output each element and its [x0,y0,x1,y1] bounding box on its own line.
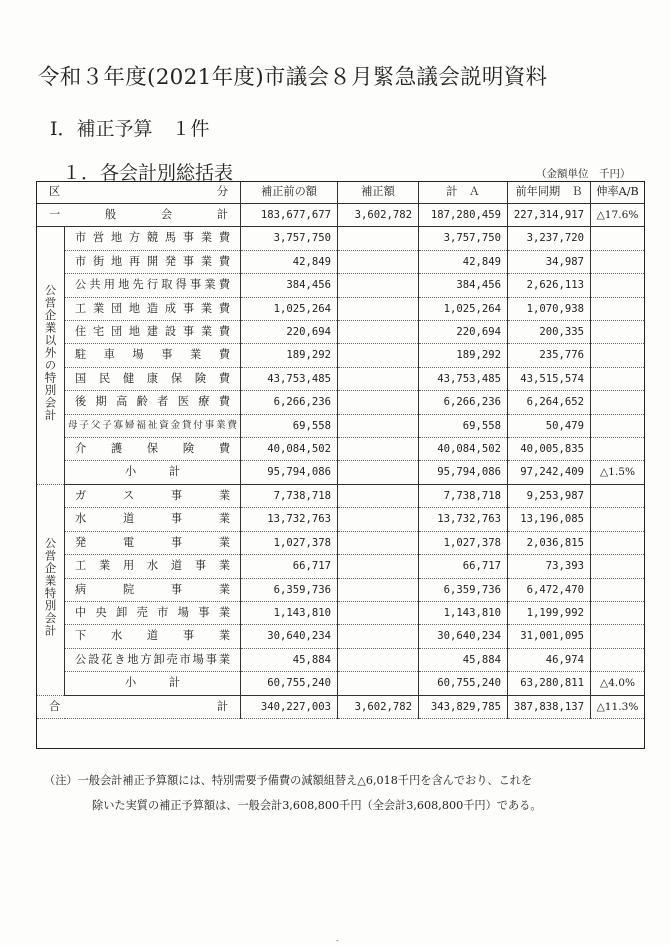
account-rate [591,531,645,554]
header-prev: 前年同期 Ｂ [508,181,591,204]
general-label: 一般会計 [37,204,241,227]
account-amount [338,648,419,671]
account-total: 3,757,750 [419,227,508,250]
account-total: 40,084,502 [419,438,508,461]
account-prev: 200,335 [508,321,591,344]
account-name: 工業用水道事業 [65,555,241,578]
account-prev: 46,974 [508,648,591,671]
account-amount [338,438,419,461]
section-heading: Ⅰ．補正予算 １件 [50,118,210,140]
account-amount [338,625,419,648]
account-before: 384,456 [241,274,338,297]
account-prev: 13,196,085 [508,508,591,531]
account-amount [338,531,419,554]
account-before: 69,558 [241,414,338,437]
account-amount [338,414,419,437]
account-prev: 34,987 [508,250,591,273]
account-prev: 31,001,095 [508,625,591,648]
subtotal-label: 小計 [65,461,241,484]
account-before: 42,849 [241,250,338,273]
table-row [37,391,645,414]
subtotal-rate: △1.5% [591,461,645,484]
grand-total-label: 合計 [37,695,241,718]
grand-total-amount: 3,602,782 [338,695,419,718]
account-rate [591,625,645,648]
budget-summary-table [36,181,645,719]
general-rate: △17.6% [591,204,645,227]
table-row [37,344,645,367]
account-total: 189,292 [419,344,508,367]
account-before: 1,143,810 [241,601,338,624]
non-enterprise-special-accounts-label-cell [37,227,65,484]
account-prev: 50,479 [508,414,591,437]
account-total: 1,143,810 [419,601,508,624]
account-name: 中央卸売市場事業 [65,601,241,624]
account-before: 1,025,264 [241,297,338,320]
subtotal-before: 60,755,240 [241,672,338,695]
account-total: 42,849 [419,250,508,273]
account-name: 国民健康保険費 [65,367,241,390]
account-rate [591,367,645,390]
account-rate [591,321,645,344]
account-rate [591,391,645,414]
account-rate [591,438,645,461]
amount-unit-note: （金額単位 千円） [536,168,631,180]
account-name: 水道事業 [65,508,241,531]
account-rate [591,555,645,578]
subtotal-rate: △4.0% [591,672,645,695]
account-prev: 2,036,815 [508,531,591,554]
general-account-row [37,204,645,227]
account-amount [338,297,419,320]
account-amount [338,555,419,578]
general-amount: 3,602,782 [338,204,419,227]
non-enterprise-special-accounts-label: 公営企業以外の特別会計 [43,284,58,422]
account-name: 工業団地造成事業費 [65,297,241,320]
subtotal-label: 小計 [65,672,241,695]
table-row [37,484,645,507]
table-row [37,250,645,273]
account-total: 13,732,763 [419,508,508,531]
account-name: 下水道事業 [65,625,241,648]
account-before: 3,757,750 [241,227,338,250]
account-prev: 6,264,652 [508,391,591,414]
subtotal-before: 95,794,086 [241,461,338,484]
account-name: 発電事業 [65,531,241,554]
account-name: 介護保険費 [65,438,241,461]
account-rate [591,227,645,250]
non-enterprise-special-accounts-subtotal-row [37,461,645,484]
account-amount [338,227,419,250]
account-name: 駐車場事業費 [65,344,241,367]
table-row [37,508,645,531]
header-total: 計 Ａ [419,181,508,204]
account-rate [591,484,645,507]
subtotal-prev: 63,280,811 [508,672,591,695]
account-total: 45,884 [419,648,508,671]
footnote-line-1: （注）一般会計補正予算額には、特別需要予備費の減額組替え△6,018千円を含んでおり、これを [44,774,533,787]
account-rate [591,648,645,671]
account-before: 45,884 [241,648,338,671]
table-row [37,227,645,250]
account-rate [591,297,645,320]
grand-total-prev: 387,838,137 [508,695,591,718]
account-prev: 1,070,938 [508,297,591,320]
account-prev: 43,515,574 [508,367,591,390]
account-name: 公共用地先行取得事業費 [65,274,241,297]
account-prev: 2,626,113 [508,274,591,297]
account-before: 13,732,763 [241,508,338,531]
table-row [37,414,645,437]
account-total: 43,753,485 [419,367,508,390]
account-total: 1,027,378 [419,531,508,554]
subtotal-total: 95,794,086 [419,461,508,484]
enterprise-special-accounts-label-cell [37,484,65,695]
account-amount [338,321,419,344]
account-prev: 3,237,720 [508,227,591,250]
account-name: 病院事業 [65,578,241,601]
footnote [44,768,644,818]
account-amount [338,250,419,273]
account-amount [338,508,419,531]
account-total: 7,738,718 [419,484,508,507]
account-total: 6,359,736 [419,578,508,601]
account-name: 住宅団地建設事業費 [65,321,241,344]
account-name: 市街地再開発事業費 [65,250,241,273]
account-name: 後期高齢者医療費 [65,391,241,414]
account-total: 66,717 [419,555,508,578]
account-amount [338,274,419,297]
table-row [37,321,645,344]
document-title: 令和３年度(2021年度)市議会８月緊急議会説明資料 [38,65,548,90]
account-name: 市営地方競馬事業費 [65,227,241,250]
header-rate: 伸率A/B [591,181,645,204]
account-name: ガス事業 [65,484,241,507]
page-mark: - [336,936,339,945]
grand-total-row [37,695,645,718]
account-rate [591,344,645,367]
account-prev: 73,393 [508,555,591,578]
enterprise-special-accounts-label: 公営企業特別会計 [43,537,58,638]
enterprise-special-accounts-subtotal-row [37,672,645,695]
account-amount [338,344,419,367]
account-before: 30,640,234 [241,625,338,648]
header-category: 区 分 [37,181,241,204]
account-prev: 235,776 [508,344,591,367]
account-name: 公設花き地方卸売市場事業 [65,648,241,671]
account-prev: 40,005,835 [508,438,591,461]
account-amount [338,391,419,414]
table-row [37,297,645,320]
table-row [37,648,645,671]
account-prev: 6,472,470 [508,578,591,601]
account-rate [591,250,645,273]
account-name: 母子父子寡婦福祉資金貸付事業費 [65,414,241,437]
account-before: 6,266,236 [241,391,338,414]
table-row [37,578,645,601]
account-before: 220,694 [241,321,338,344]
subtotal-prev: 97,242,409 [508,461,591,484]
account-rate [591,601,645,624]
account-amount [338,601,419,624]
account-before: 189,292 [241,344,338,367]
subsection-heading: １．各会計別総括表 [62,162,234,184]
grand-total-rate: △11.3% [591,695,645,718]
account-prev: 9,253,987 [508,484,591,507]
account-amount [338,484,419,507]
table-row [37,601,645,624]
table-row [37,274,645,297]
general-prev: 227,314,917 [508,204,591,227]
account-before: 66,717 [241,555,338,578]
table-row [37,438,645,461]
table-row [37,625,645,648]
footnote-line-2: 除いた実質の補正予算額は、一般会計3,608,800千円（全会計3,608,800千円）である。 [92,799,542,812]
account-total: 1,025,264 [419,297,508,320]
account-before: 1,027,378 [241,531,338,554]
account-rate [591,274,645,297]
header-amount: 補正額 [338,181,419,204]
account-prev: 1,199,992 [508,601,591,624]
subtotal-amount [338,461,419,484]
table-row [37,531,645,554]
table-row [37,367,645,390]
account-before: 6,359,736 [241,578,338,601]
account-amount [338,578,419,601]
grand-total-before: 340,227,003 [241,695,338,718]
subtotal-total: 60,755,240 [419,672,508,695]
grand-total-total: 343,829,785 [419,695,508,718]
account-total: 69,558 [419,414,508,437]
account-before: 7,738,718 [241,484,338,507]
table-row [37,555,645,578]
account-total: 6,266,236 [419,391,508,414]
subtotal-amount [338,672,419,695]
account-amount [338,367,419,390]
account-rate [591,414,645,437]
account-rate [591,578,645,601]
account-total: 220,694 [419,321,508,344]
account-before: 40,084,502 [241,438,338,461]
general-before: 183,677,677 [241,204,338,227]
general-total: 187,280,459 [419,204,508,227]
account-before: 43,753,485 [241,367,338,390]
account-rate [591,508,645,531]
account-total: 384,456 [419,274,508,297]
account-total: 30,640,234 [419,625,508,648]
header-before: 補正前の額 [241,181,338,204]
table-header-row [37,181,645,204]
